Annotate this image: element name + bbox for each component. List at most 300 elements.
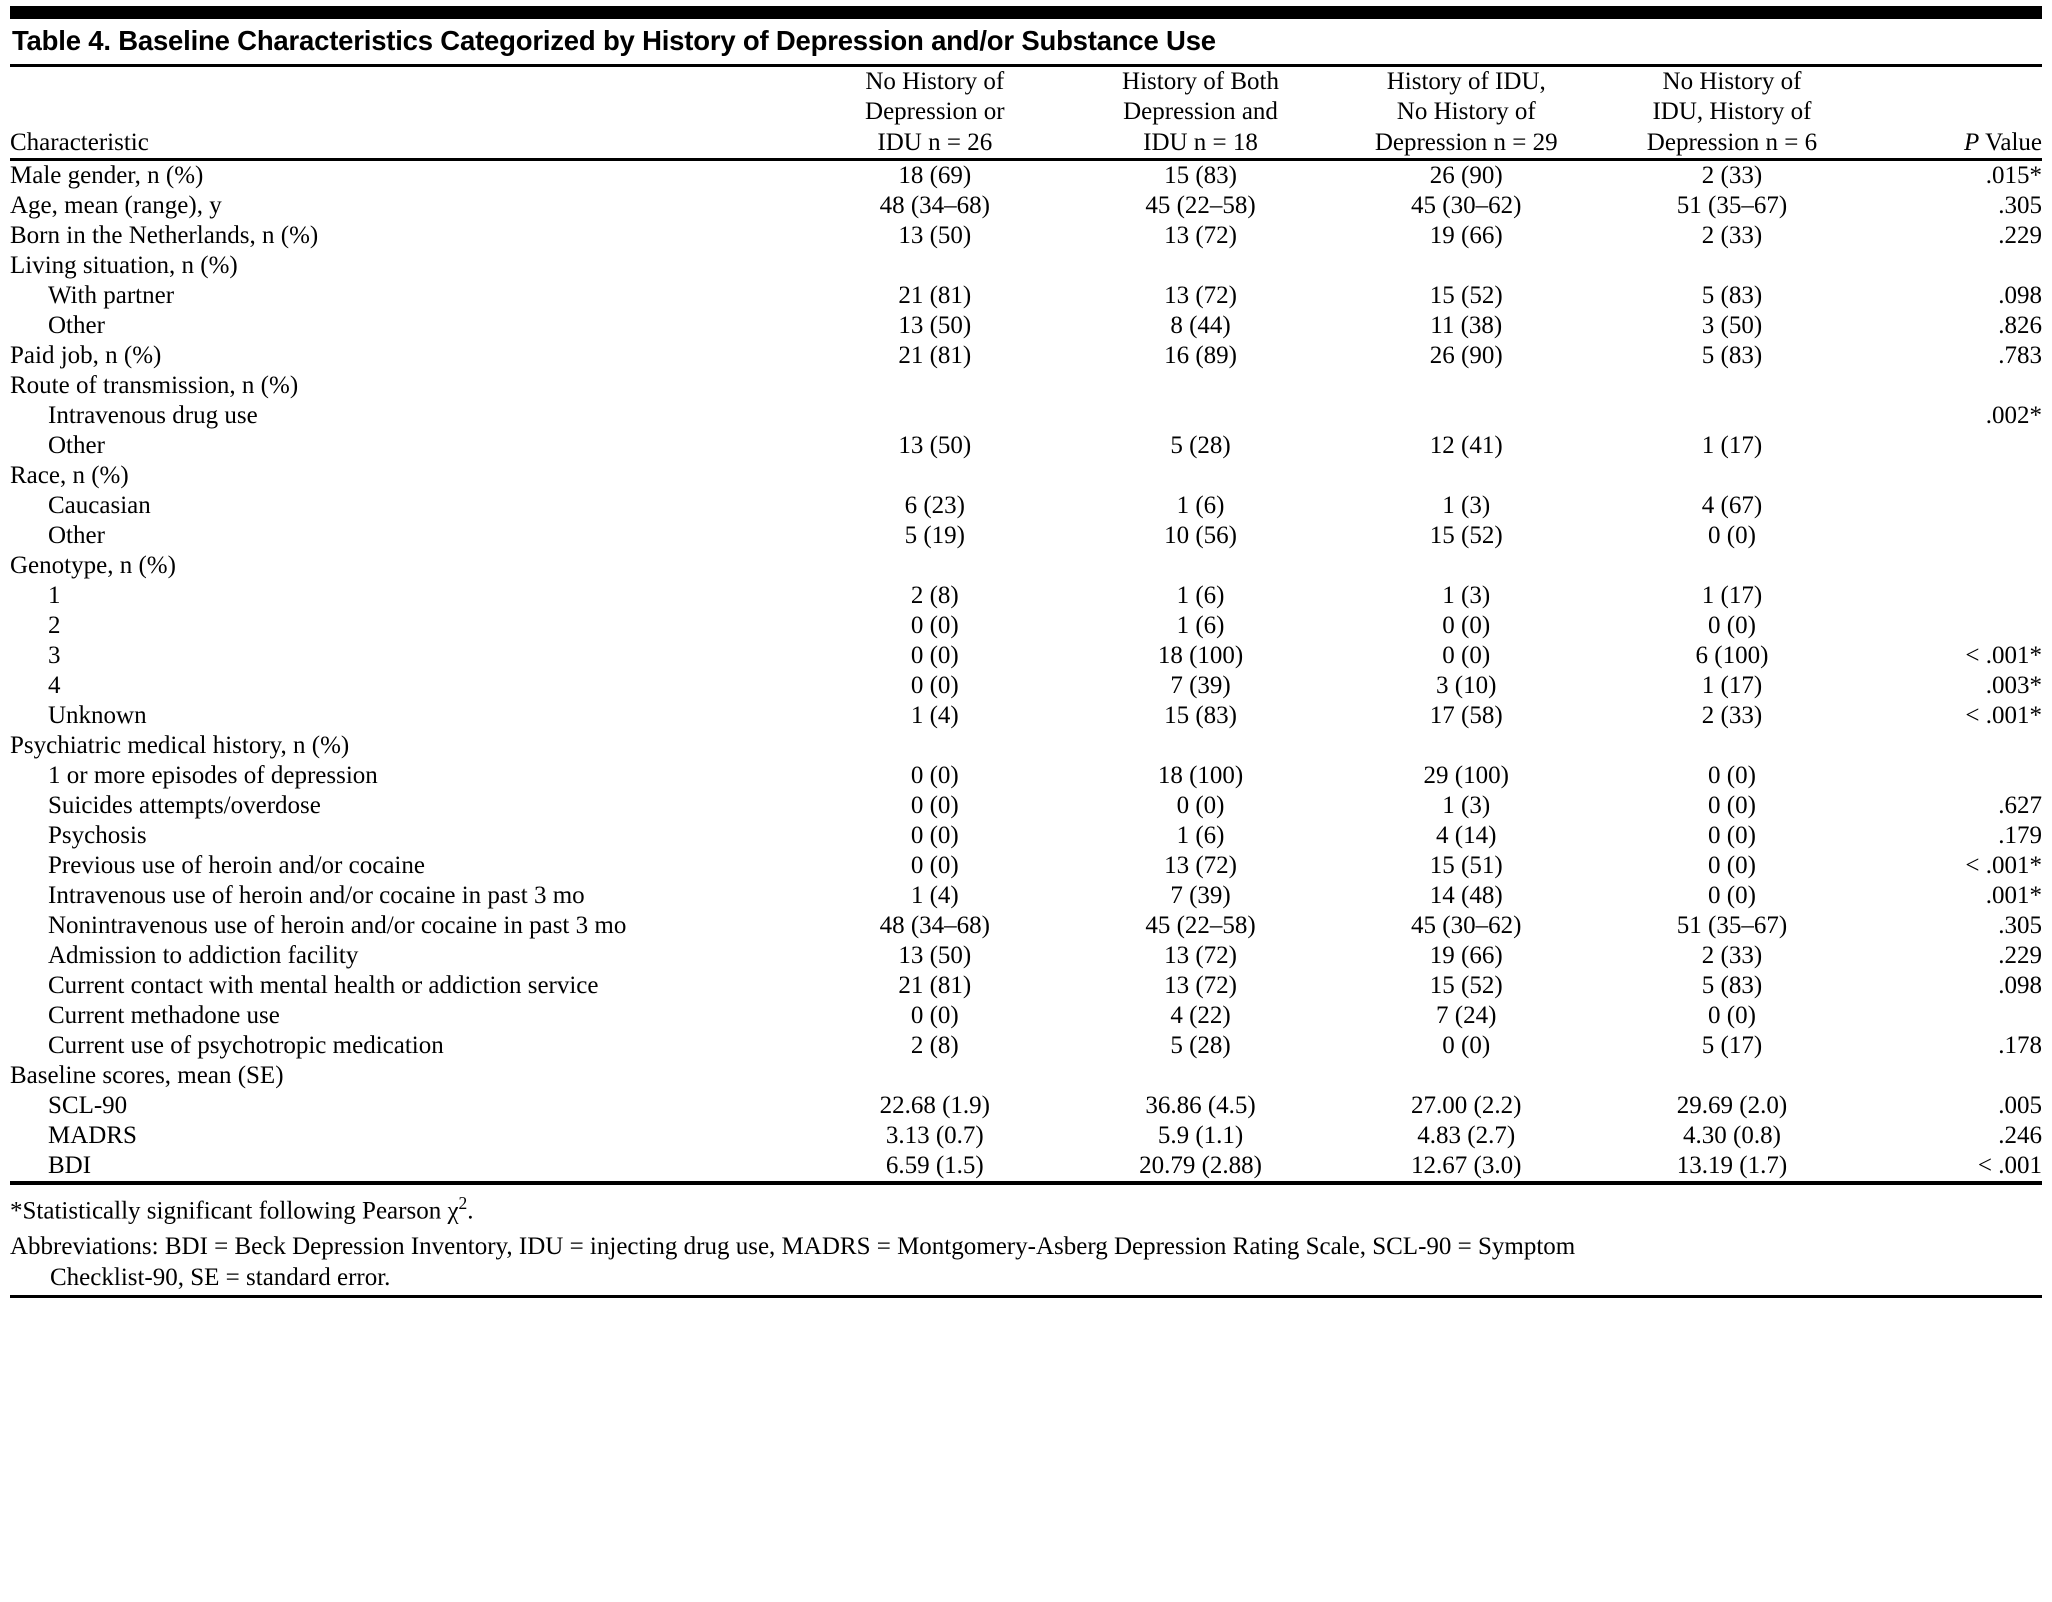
footnote-significance-post: .: [467, 1197, 474, 1225]
cell-history-both: 15 (83): [1164, 702, 1237, 730]
cell-no-idu-history-depression: 2 (33): [1701, 942, 1763, 970]
table-row: [10, 641, 2042, 671]
cell-history-idu: 15 (52): [1429, 282, 1503, 310]
row-label: [10, 251, 802, 281]
table-page: [0, 6, 2052, 1298]
cell-no-idu-history-depression: 1 (17): [1701, 432, 1763, 460]
cell-no-history-depression-or-idu: 13 (50): [898, 942, 972, 970]
table-row: [10, 401, 2042, 431]
row-label-text: Race, n (%): [10, 462, 129, 490]
table-row: [10, 1031, 2042, 1061]
row-label-text: Current methadone use: [48, 1002, 280, 1030]
cell-no-idu-history-depression: [1599, 371, 1865, 401]
cell-history-both: 45 (22–58): [1145, 192, 1256, 220]
row-label-text: Baseline scores, mean (SE): [10, 1062, 284, 1090]
cell-history-idu: 45 (30–62): [1411, 192, 1522, 220]
col-header-line-2: IDU, History of: [1652, 98, 1812, 126]
row-label: [10, 881, 802, 911]
cell-p-value: [1865, 521, 2042, 551]
cell-history-idu: 7 (24): [1436, 1002, 1497, 1030]
row-label: [10, 611, 802, 641]
cell-no-history-depression-or-idu: 21 (81): [898, 972, 972, 1000]
table-row: [10, 971, 2042, 1001]
cell-history-both: [1068, 551, 1334, 581]
cell-no-history-depression-or-idu: 0 (0): [910, 852, 959, 880]
row-label: [10, 1091, 802, 1121]
cell-no-history-depression-or-idu: [802, 731, 1068, 761]
cell-no-idu-history-depression: 0 (0): [1708, 882, 1756, 910]
row-label: [10, 971, 802, 1001]
table-row: [10, 191, 2042, 221]
cell-no-history-depression-or-idu: [802, 461, 1068, 491]
cell-history-both: 16 (89): [1164, 342, 1237, 370]
row-label: [10, 1061, 802, 1091]
row-label-text: 3: [48, 642, 61, 670]
cell-p-value: .627: [1998, 792, 2042, 820]
cell-p-value: < .001*: [1965, 702, 2042, 730]
row-label: [10, 581, 802, 611]
col-header-line-2: No History of: [1396, 98, 1536, 126]
cell-history-idu: 27.00 (2.2): [1411, 1092, 1522, 1120]
table-row: [10, 221, 2042, 251]
row-label-text: Suicides attempts/overdose: [48, 792, 321, 820]
cell-no-history-depression-or-idu: 0 (0): [910, 1002, 959, 1030]
cell-p-value: .098: [1998, 282, 2042, 310]
cell-history-idu: [1333, 461, 1599, 491]
cell-no-idu-history-depression: 51 (35–67): [1676, 192, 1788, 220]
cell-p-value: .826: [1998, 312, 2042, 340]
col-header-line-3: IDU n = 18: [1143, 128, 1258, 156]
cell-no-idu-history-depression: [1599, 1061, 1865, 1091]
row-label: [10, 311, 802, 341]
cell-p-value: .305: [1998, 912, 2042, 940]
cell-history-idu: 15 (51): [1429, 852, 1503, 880]
cell-p-value: .005: [1998, 1092, 2042, 1120]
cell-no-idu-history-depression: 0 (0): [1708, 792, 1756, 820]
cell-history-both: [1068, 251, 1334, 281]
cell-no-idu-history-depression: 29.69 (2.0): [1676, 1092, 1788, 1120]
cell-history-idu: 1 (3): [1442, 792, 1491, 820]
cell-no-history-depression-or-idu: 0 (0): [910, 642, 959, 670]
cell-p-value: [1865, 611, 2042, 641]
cell-no-idu-history-depression: 0 (0): [1708, 762, 1756, 790]
table-row: [10, 761, 2042, 791]
cell-history-both: 13 (72): [1164, 942, 1237, 970]
footnote-abbreviations: [10, 1229, 2042, 1296]
cell-history-idu: 3 (10): [1436, 672, 1497, 700]
cell-no-history-depression-or-idu: [802, 371, 1068, 401]
cell-history-idu: 0 (0): [1442, 1032, 1491, 1060]
cell-p-value: .305: [1998, 192, 2042, 220]
cell-history-idu: [1333, 251, 1599, 281]
col-header-line-3: Depression n = 6: [1646, 128, 1818, 156]
cell-no-history-depression-or-idu: 1 (4): [910, 882, 959, 910]
cell-history-idu: [1333, 1061, 1599, 1091]
cell-history-idu: 0 (0): [1442, 642, 1491, 670]
col-header-no-history-depression-or-idu: [802, 67, 1068, 159]
cell-no-history-depression-or-idu: [802, 551, 1068, 581]
cell-no-history-depression-or-idu: 6 (23): [904, 492, 966, 520]
cell-history-idu: 45 (30–62): [1411, 912, 1522, 940]
cell-p-value: [1865, 581, 2042, 611]
cell-history-both: 20.79 (2.88): [1139, 1152, 1262, 1180]
table-row: [10, 821, 2042, 851]
table-row: [10, 551, 2042, 581]
cell-no-history-depression-or-idu: 48 (34–68): [879, 192, 991, 220]
row-label: [10, 521, 802, 551]
cell-history-both: 45 (22–58): [1145, 912, 1256, 940]
cell-history-both: 13 (72): [1164, 282, 1237, 310]
col-header-line-1: No History of: [865, 67, 1005, 95]
cell-history-idu: 4.83 (2.7): [1417, 1122, 1516, 1150]
cell-history-idu: 12.67 (3.0): [1411, 1152, 1522, 1180]
table-row: [10, 311, 2042, 341]
cell-history-idu: 29 (100): [1423, 762, 1509, 790]
cell-no-history-depression-or-idu: 3.13 (0.7): [885, 1122, 984, 1150]
cell-history-idu: 19 (66): [1429, 222, 1503, 250]
cell-no-history-depression-or-idu: 13 (50): [898, 312, 972, 340]
table-row: [10, 1151, 2042, 1181]
cell-no-idu-history-depression: 1 (17): [1701, 672, 1763, 700]
table-row: [10, 431, 2042, 461]
row-label: [10, 281, 802, 311]
row-label-text: Intravenous use of heroin and/or cocaine in past 3 mo: [48, 882, 585, 910]
cell-no-history-depression-or-idu: 0 (0): [910, 762, 959, 790]
cell-no-idu-history-depression: 0 (0): [1708, 612, 1756, 640]
cell-p-value: .229: [1998, 222, 2042, 250]
cell-no-history-depression-or-idu: [802, 401, 1068, 431]
cell-history-both: [1068, 371, 1334, 401]
cell-no-history-depression-or-idu: 5 (19): [904, 522, 966, 550]
top-rule: [10, 6, 2042, 19]
cell-no-idu-history-depression: 2 (33): [1701, 702, 1763, 730]
cell-p-value: < .001*: [1965, 852, 2042, 880]
row-label-text: 4: [48, 672, 61, 700]
cell-no-idu-history-depression: 4.30 (0.8): [1683, 1122, 1781, 1150]
cell-history-idu: 12 (41): [1429, 432, 1503, 460]
cell-history-both: [1068, 401, 1334, 431]
cell-history-both: 18 (100): [1157, 642, 1244, 670]
table-row: [10, 581, 2042, 611]
row-label-text: Other: [48, 432, 105, 460]
cell-p-value: .179: [1998, 822, 2042, 850]
row-label: [10, 161, 802, 191]
row-label-text: Psychosis: [48, 822, 147, 850]
cell-no-idu-history-depression: 13.19 (1.7): [1676, 1152, 1788, 1180]
cell-history-both: 1 (6): [1176, 492, 1225, 520]
cell-history-idu: [1333, 371, 1599, 401]
cell-history-both: [1068, 1061, 1334, 1091]
table-row: [10, 791, 2042, 821]
cell-history-idu: 19 (66): [1429, 942, 1503, 970]
row-label: [10, 191, 802, 221]
col-header-line-2: Depression and: [1123, 98, 1278, 126]
cell-no-history-depression-or-idu: 6.59 (1.5): [885, 1152, 984, 1180]
cell-history-both: [1068, 731, 1334, 761]
row-label: [10, 851, 802, 881]
row-label: [10, 431, 802, 461]
baseline-characteristics-table: [10, 67, 2042, 159]
cell-p-value: [1865, 461, 2042, 491]
table-row: [10, 1091, 2042, 1121]
row-label: [10, 551, 802, 581]
cell-no-idu-history-depression: 51 (35–67): [1676, 912, 1788, 940]
cell-history-idu: 4 (14): [1436, 822, 1497, 850]
row-label: [10, 731, 802, 761]
col-header-no-idu-history-depression: [1599, 67, 1865, 159]
col-header-line-2: Depression or: [865, 98, 1005, 126]
row-label: [10, 761, 802, 791]
cell-no-history-depression-or-idu: 13 (50): [898, 432, 972, 460]
cell-history-both: 36.86 (4.5): [1145, 1092, 1256, 1120]
footnote-abbreviations-line-2: Checklist-90, SE = standard error.: [50, 1264, 391, 1292]
row-label-text: Route of transmission, n (%): [10, 372, 299, 400]
table-row: [10, 521, 2042, 551]
cell-no-idu-history-depression: 2 (33): [1701, 162, 1763, 190]
cell-p-value: < .001*: [1965, 642, 2042, 670]
cell-history-both: 1 (6): [1176, 612, 1225, 640]
row-label-text: Unknown: [48, 702, 147, 730]
cell-history-both: [1068, 461, 1334, 491]
table-row: [10, 1061, 2042, 1091]
cell-history-idu: [1333, 401, 1599, 431]
cell-p-value: [1865, 371, 2042, 401]
cell-history-both: 5 (28): [1170, 1032, 1231, 1060]
row-label-text: Age, mean (range), y: [10, 192, 222, 220]
row-label-text: Male gender, n (%): [10, 162, 204, 190]
row-label-text: Genotype, n (%): [10, 552, 176, 580]
cell-p-value: [1865, 491, 2042, 521]
cell-history-both: 0 (0): [1176, 792, 1225, 820]
table-row: [10, 341, 2042, 371]
col-header-line-1: History of Both: [1122, 67, 1279, 95]
table-row: [10, 881, 2042, 911]
cell-no-history-depression-or-idu: 0 (0): [910, 792, 959, 820]
col-header-line-3: IDU n = 26: [877, 128, 993, 156]
cell-history-idu: 26 (90): [1429, 162, 1503, 190]
p-italic: P: [1963, 129, 1980, 157]
table-body: [10, 161, 2042, 1181]
cell-history-idu: 0 (0): [1442, 612, 1491, 640]
cell-p-value: [1865, 431, 2042, 461]
cell-history-both: 8 (44): [1170, 312, 1231, 340]
footnote-significance-pre: *Statistically significant following Pearson χ: [10, 1197, 459, 1225]
cell-history-both: 15 (83): [1164, 162, 1237, 190]
table-row: [10, 1121, 2042, 1151]
table-header-row: [10, 67, 2042, 159]
cell-no-history-depression-or-idu: 1 (4): [910, 702, 959, 730]
row-label-text: BDI: [48, 1152, 92, 1180]
cell-no-idu-history-depression: 0 (0): [1708, 1002, 1756, 1030]
row-label-text: Living situation, n (%): [10, 252, 238, 280]
row-label: [10, 911, 802, 941]
cell-p-value: .229: [1998, 942, 2042, 970]
cell-no-idu-history-depression: 1 (17): [1701, 582, 1763, 610]
cell-p-value: [1865, 761, 2042, 791]
row-label-text: Other: [48, 312, 105, 340]
cell-history-both: 7 (39): [1170, 672, 1231, 700]
footnotes: [10, 1185, 2042, 1295]
row-label-text: With partner: [48, 282, 175, 310]
cell-no-history-depression-or-idu: 0 (0): [910, 612, 959, 640]
row-label: [10, 821, 802, 851]
table-row: [10, 731, 2042, 761]
cell-p-value: [1865, 731, 2042, 761]
cell-history-idu: 1 (3): [1442, 582, 1491, 610]
col-header-characteristic: Characteristic: [10, 129, 149, 157]
row-label: [10, 671, 802, 701]
cell-no-idu-history-depression: 5 (83): [1701, 342, 1763, 370]
table-row: [10, 371, 2042, 401]
cell-no-idu-history-depression: [1599, 251, 1865, 281]
row-label-text: SCL-90: [48, 1092, 128, 1120]
table-row: [10, 671, 2042, 701]
cell-history-idu: 11 (38): [1430, 312, 1503, 340]
cell-no-history-depression-or-idu: 22.68 (1.9): [879, 1092, 991, 1120]
row-label: [10, 221, 802, 251]
row-label: [10, 1121, 802, 1151]
table-row: [10, 491, 2042, 521]
cell-no-idu-history-depression: 0 (0): [1708, 522, 1756, 550]
cell-no-history-depression-or-idu: 21 (81): [898, 342, 972, 370]
row-label: [10, 491, 802, 521]
row-label-text: Other: [48, 522, 105, 550]
table-row: [10, 1001, 2042, 1031]
table-body-wrapper: [10, 161, 2042, 1181]
cell-p-value: [1865, 1001, 2042, 1031]
row-label-text: Current contact with mental health or addiction service: [48, 972, 599, 1000]
footnote-significance-sup: 2: [458, 1193, 468, 1214]
cell-no-idu-history-depression: 3 (50): [1701, 312, 1763, 340]
cell-history-both: 4 (22): [1170, 1002, 1231, 1030]
cell-history-idu: 15 (52): [1429, 522, 1503, 550]
cell-no-idu-history-depression: [1599, 461, 1865, 491]
cell-history-idu: [1333, 551, 1599, 581]
cell-p-value: .015*: [1985, 162, 2042, 190]
cell-p-value: .246: [1998, 1122, 2042, 1150]
cell-no-idu-history-depression: [1599, 401, 1865, 431]
cell-p-value: [1865, 251, 2042, 281]
col-header-line-3: Depression n = 29: [1374, 128, 1558, 156]
cell-history-both: 18 (100): [1157, 762, 1244, 790]
cell-no-history-depression-or-idu: 13 (50): [898, 222, 972, 250]
row-label-text: Paid job, n (%): [10, 342, 162, 370]
cell-history-both: 10 (56): [1164, 522, 1237, 550]
cell-no-history-depression-or-idu: 48 (34–68): [879, 912, 991, 940]
table-row: [10, 611, 2042, 641]
p-value-word: Value: [1979, 129, 2042, 157]
row-label-text: Current use of psychotropic medication: [48, 1032, 444, 1060]
final-rule: [10, 1295, 2042, 1298]
row-label: [10, 1001, 802, 1031]
cell-no-idu-history-depression: 5 (83): [1701, 972, 1763, 1000]
table-row: [10, 851, 2042, 881]
footnote-abbreviations-line-1: Abbreviations: BDI = Beck Depression Inventory, IDU = injecting drug use, MADRS = Montgomery-Asberg Depression Rating Scale, SCL-90 = Symptom: [10, 1232, 1576, 1260]
table-row: [10, 161, 2042, 191]
cell-p-value: .098: [1998, 972, 2042, 1000]
cell-history-idu: 14 (48): [1429, 882, 1503, 910]
row-label-text: Intravenous drug use: [48, 402, 258, 430]
row-label-text: 1: [48, 582, 61, 610]
row-label-text: Psychiatric medical history, n (%): [10, 732, 350, 760]
table-row: [10, 941, 2042, 971]
cell-no-history-depression-or-idu: 0 (0): [910, 672, 959, 700]
row-label-text: 1 or more episodes of depression: [48, 762, 378, 790]
cell-no-history-depression-or-idu: [802, 251, 1068, 281]
col-header-p-value: [1865, 67, 2042, 159]
row-label-text: MADRS: [48, 1122, 137, 1150]
row-label-text: Caucasian: [48, 492, 151, 520]
cell-no-history-depression-or-idu: 0 (0): [910, 822, 959, 850]
row-label-text: Previous use of heroin and/or cocaine: [48, 852, 425, 880]
table-row: [10, 251, 2042, 281]
cell-p-value: .002*: [1985, 402, 2042, 430]
cell-no-idu-history-depression: 4 (67): [1701, 492, 1763, 520]
cell-history-idu: [1333, 731, 1599, 761]
table-row: [10, 281, 2042, 311]
cell-p-value: [1865, 551, 2042, 581]
cell-no-idu-history-depression: 2 (33): [1701, 222, 1763, 250]
col-header-line-1: No History of: [1662, 67, 1802, 95]
row-label: [10, 1151, 802, 1181]
cell-history-idu: 15 (52): [1429, 972, 1503, 1000]
row-label: [10, 641, 802, 671]
row-label-text: Nonintravenous use of heroin and/or cocaine in past 3 mo: [48, 912, 627, 940]
table-head: [10, 67, 2042, 159]
cell-no-idu-history-depression: [1599, 731, 1865, 761]
table-row: [10, 461, 2042, 491]
page-title: Table 4. Baseline Characteristics Categorized by History of Depression and/or Substance Use: [12, 25, 1216, 56]
row-label: [10, 371, 802, 401]
row-label: [10, 401, 802, 431]
cell-history-idu: 26 (90): [1429, 342, 1503, 370]
cell-history-both: 5 (28): [1170, 432, 1231, 460]
cell-p-value: < .001: [1977, 1152, 2042, 1180]
table-row: [10, 911, 2042, 941]
table-row: [10, 701, 2042, 731]
cell-no-history-depression-or-idu: 21 (81): [898, 282, 972, 310]
row-label-text: Born in the Netherlands, n (%): [10, 222, 319, 250]
cell-no-history-depression-or-idu: 18 (69): [898, 162, 972, 190]
cell-p-value: .783: [1998, 342, 2042, 370]
cell-p-value: .003*: [1985, 672, 2042, 700]
row-label: [10, 791, 802, 821]
row-label: [10, 941, 802, 971]
cell-no-idu-history-depression: 6 (100): [1695, 642, 1769, 670]
footnote-significance: [10, 1191, 2042, 1229]
cell-history-both: 13 (72): [1164, 972, 1237, 1000]
cell-no-history-depression-or-idu: 2 (8): [910, 1032, 959, 1060]
cell-history-idu: 1 (3): [1442, 492, 1491, 520]
cell-no-history-depression-or-idu: [802, 1061, 1068, 1091]
row-label-text: Admission to addiction facility: [48, 942, 359, 970]
row-label: [10, 701, 802, 731]
cell-no-history-depression-or-idu: 2 (8): [910, 582, 959, 610]
cell-p-value: .178: [1998, 1032, 2042, 1060]
cell-p-value: [1865, 1061, 2042, 1091]
col-header-line-1: History of IDU,: [1386, 67, 1546, 95]
cell-history-idu: 17 (58): [1429, 702, 1503, 730]
cell-no-idu-history-depression: 0 (0): [1708, 852, 1756, 880]
row-label-text: 2: [48, 612, 61, 640]
col-header-history-both-depression-idu: [1068, 67, 1334, 159]
cell-no-idu-history-depression: 5 (17): [1701, 1032, 1763, 1060]
cell-history-both: 1 (6): [1176, 822, 1225, 850]
row-label: [10, 1031, 802, 1061]
row-label: [10, 341, 802, 371]
cell-no-idu-history-depression: 0 (0): [1708, 822, 1756, 850]
cell-history-both: 7 (39): [1170, 882, 1231, 910]
